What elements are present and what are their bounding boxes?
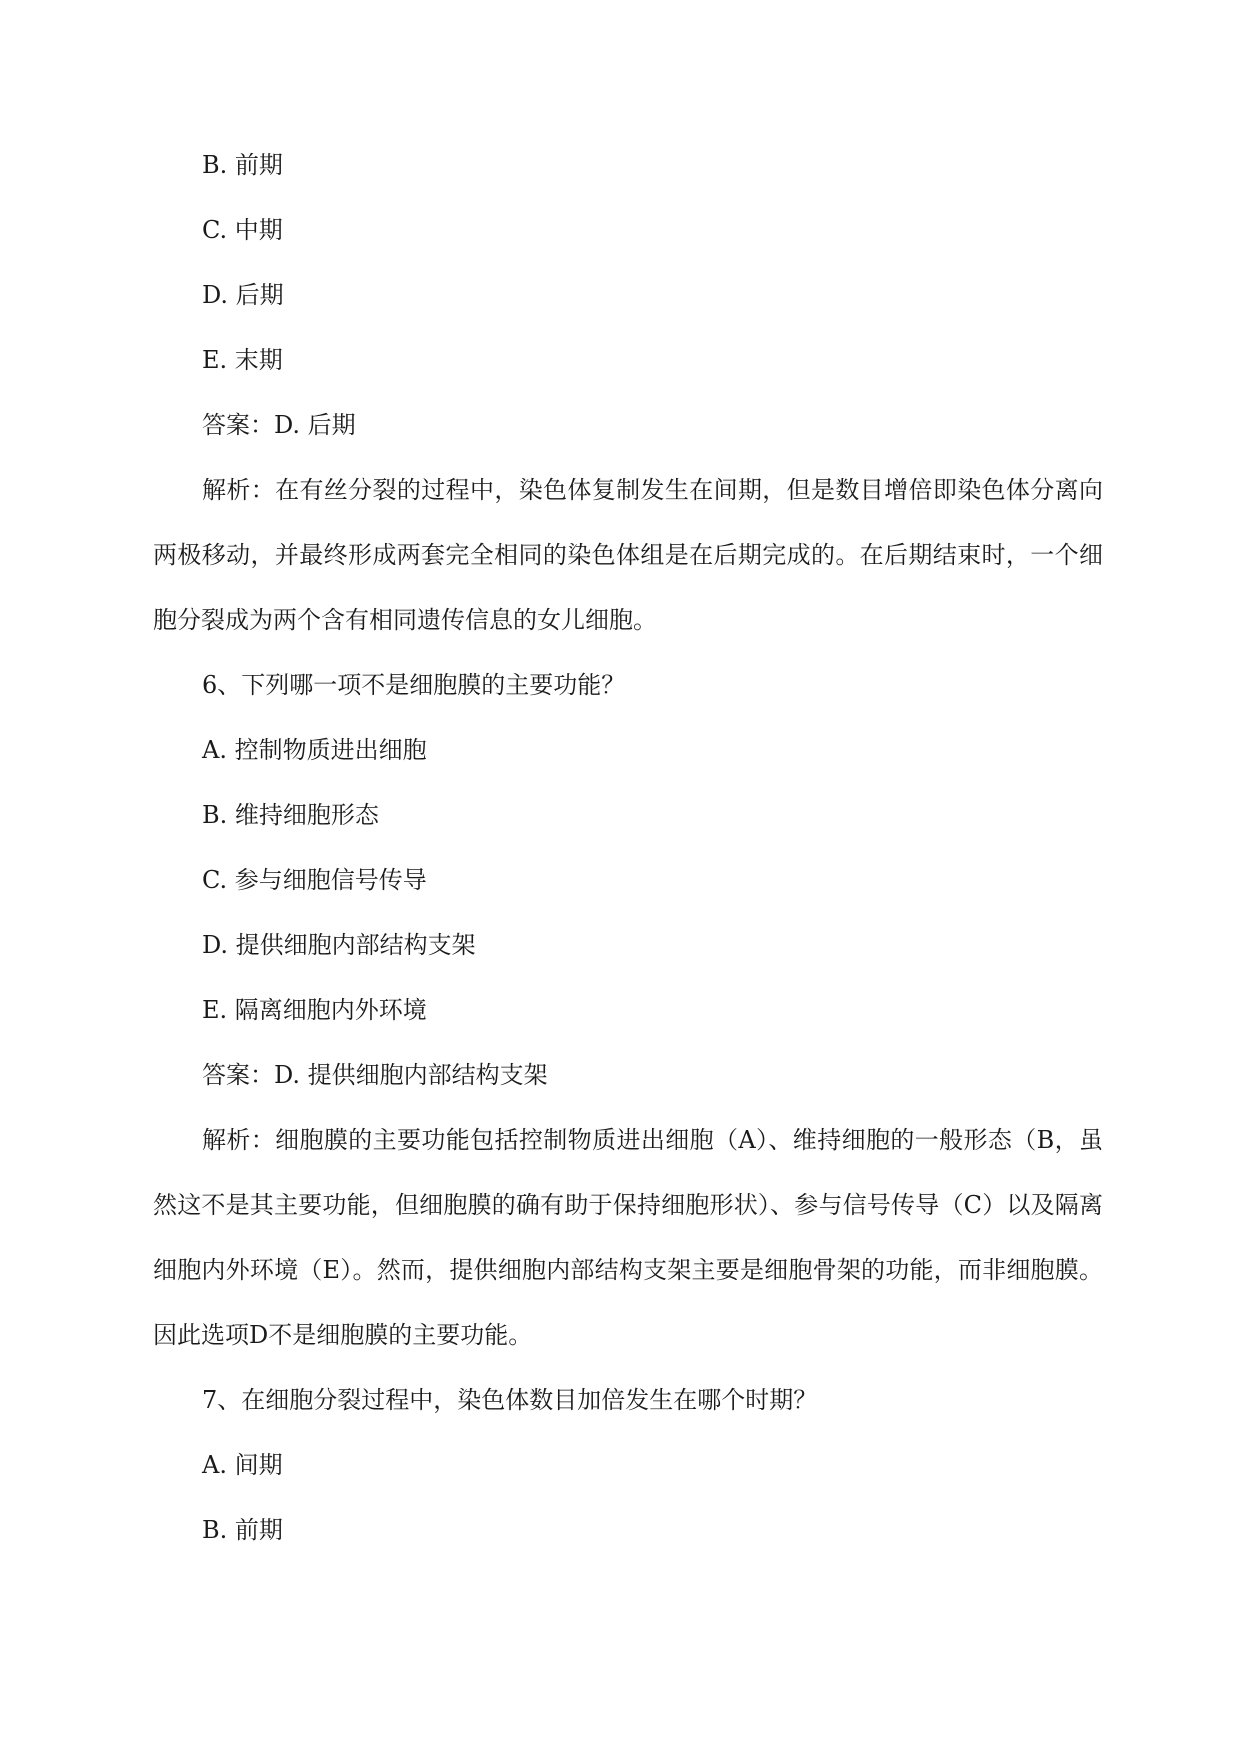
q6-option-a: A. 控制物质进出细胞	[202, 736, 427, 764]
q5-analysis: 解析：在有丝分裂的过程中，染色体复制发生在间期，但是数目增倍即染色体分离向两极移动，并最终形成两套完全相同的染色体组是在后期完成的。在后期结束时，一个细胞分裂成为两个含有相同遗传信息的女儿细胞。	[153, 476, 1103, 634]
q5-option-e: E. 末期	[202, 346, 283, 374]
q7-question: 7、在细胞分裂过程中，染色体数目加倍发生在哪个时期？	[202, 1386, 818, 1414]
q6-option-d: D. 提供细胞内部结构支架	[202, 931, 476, 959]
q6-analysis: 解析：细胞膜的主要功能包括控制物质进出细胞（A）、维持细胞的一般形态（B，虽然这不是其主要功能，但细胞膜的确有助于保持细胞形状）、参与信号传导（C）以及隔离细胞内外环境（E）。然而，提供细胞内部结构支架主要是细胞骨架的功能，而非细胞膜。因此选项D不是细胞膜的主要功能。	[153, 1126, 1103, 1349]
q6-answer: 答案：D. 提供细胞内部结构支架	[202, 1061, 548, 1089]
q5-answer: 答案：D. 后期	[202, 411, 356, 439]
q7-option-b: B. 前期	[202, 1516, 283, 1544]
q5-option-b: B. 前期	[202, 151, 283, 179]
q5-option-d: D. 后期	[202, 281, 284, 309]
q6-option-b: B. 维持细胞形态	[202, 801, 379, 829]
q6-option-c: C. 参与细胞信号传导	[202, 866, 427, 894]
q5-option-c: C. 中期	[202, 216, 283, 244]
q7-option-a: A. 间期	[202, 1451, 283, 1479]
q6-question: 6、下列哪一项不是细胞膜的主要功能？	[202, 671, 626, 699]
q6-option-e: E. 隔离细胞内外环境	[202, 996, 427, 1024]
